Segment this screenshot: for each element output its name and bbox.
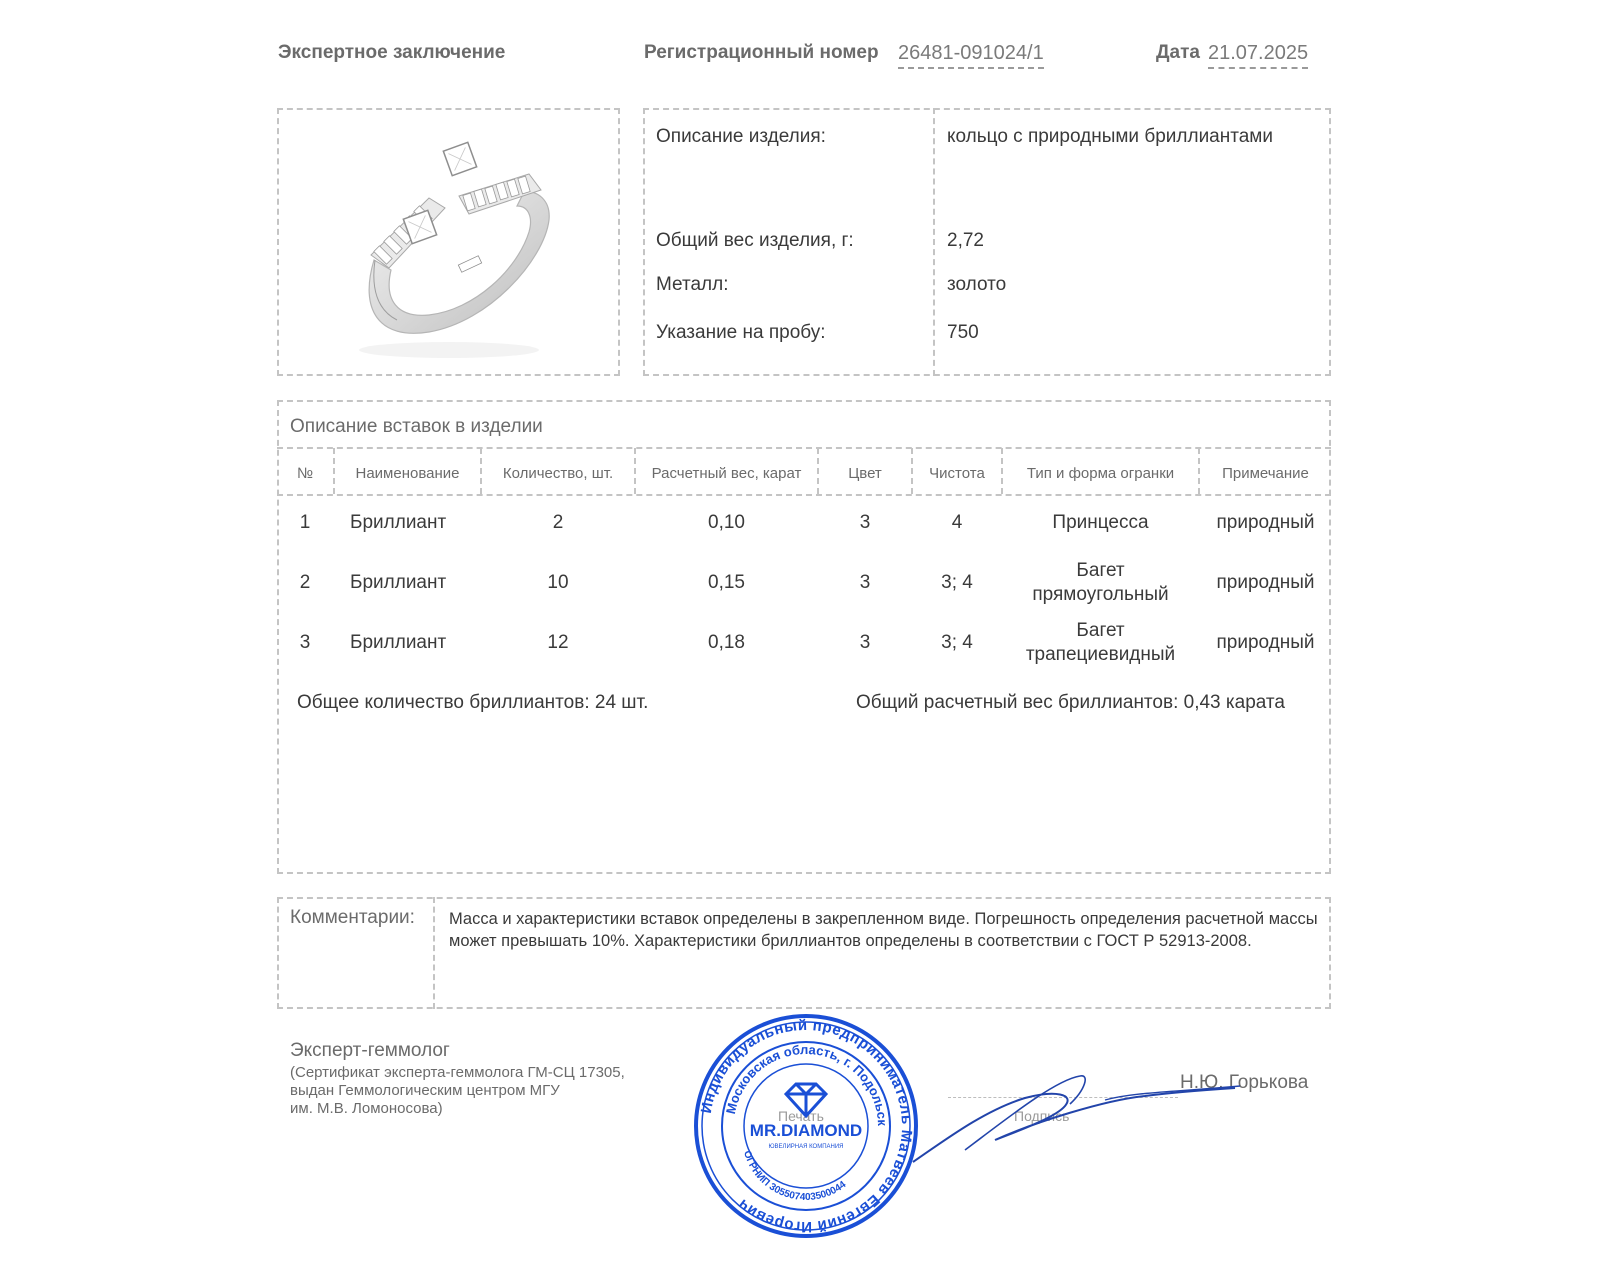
col-header-name: Наименование	[355, 465, 460, 482]
handwritten-signature	[905, 1070, 1250, 1170]
col-header-cut: Тип и форма огранки	[1026, 465, 1175, 482]
diamond-icon	[786, 1084, 826, 1116]
cell-name: Бриллиант	[350, 632, 447, 653]
certificate-line: им. М.В. Ломоносова)	[290, 1100, 443, 1117]
total-weight: Общий расчетный вес бриллиантов: 0,43 карата	[856, 692, 1285, 713]
table-header-top-line	[277, 447, 1331, 449]
cell-number: 2	[299, 572, 311, 593]
cell-weight: 0,15	[708, 572, 745, 593]
col-header-weight: Расчетный вес, карат	[651, 465, 802, 482]
cell-cut: Принцесса	[1052, 512, 1149, 533]
item-info-divider	[933, 108, 935, 376]
cell-quantity: 12	[547, 632, 569, 653]
cell-clarity: 3; 4	[941, 632, 973, 653]
cell-cut-line2: трапециевидный	[1025, 644, 1176, 665]
date-value: 21.07.2025	[1208, 42, 1308, 69]
cell-clarity: 3; 4	[941, 572, 973, 593]
cell-name: Бриллиант	[350, 512, 447, 533]
col-header-color: Цвет	[848, 465, 882, 482]
cell-note: природный	[1216, 512, 1315, 533]
cell-note: природный	[1216, 632, 1315, 653]
cell-quantity: 2	[552, 512, 564, 533]
table-header-bottom-line	[277, 494, 1331, 496]
cell-color: 3	[859, 512, 871, 533]
col-header-note: Примечание	[1222, 465, 1309, 482]
comments-divider	[433, 897, 435, 1009]
item-hallmark-label: Указание на пробу:	[656, 322, 826, 343]
col-header-quantity: Количество, шт.	[502, 465, 614, 482]
cell-color: 3	[859, 632, 871, 653]
cell-quantity: 10	[547, 572, 569, 593]
signature-caption: Подпись	[1014, 1108, 1070, 1124]
expert-certificate	[290, 1064, 670, 1118]
item-metal-value: золото	[947, 274, 1007, 295]
item-metal-label: Металл:	[656, 274, 729, 295]
cell-number: 1	[299, 512, 311, 533]
reg-number-label: Регистрационный номер	[644, 42, 879, 63]
cell-name: Бриллиант	[350, 572, 447, 593]
certificate-line: (Сертификат эксперта-геммолога ГМ-СЦ 17305,	[290, 1064, 625, 1081]
item-hallmark-value: 750	[947, 322, 979, 343]
product-image-box	[277, 108, 620, 376]
cell-weight: 0,10	[708, 512, 745, 533]
document-title: Экспертное заключение	[278, 42, 506, 63]
company-stamp	[692, 1012, 920, 1240]
stamp-caption: Печать	[778, 1108, 824, 1124]
cell-cut-line2: прямоугольный	[1032, 584, 1169, 605]
stamp-inner-text: Московская область, г. Подольск	[722, 1041, 891, 1127]
item-weight-label: Общий вес изделия, г:	[656, 230, 854, 251]
cell-note: природный	[1216, 572, 1315, 593]
certificate-line: выдан Геммологическим центром МГУ	[290, 1082, 560, 1099]
reg-number-value: 26481-091024/1	[898, 42, 1044, 69]
cell-cut-line1: Багет	[1076, 620, 1125, 641]
item-description-value: кольцо с природными бриллиантами	[947, 126, 1273, 147]
col-header-number: №	[296, 465, 314, 482]
item-weight-value: 2,72	[947, 230, 984, 251]
stamp-subbrand: ЮВЕЛИРНАЯ КОМПАНИЯ	[768, 1144, 844, 1150]
cell-clarity: 4	[951, 512, 963, 533]
date-label: Дата	[1156, 42, 1200, 63]
cell-weight: 0,18	[708, 632, 745, 653]
stamp-outer-text: Индивидуальный предприниматель Матвеев Евгений Игоревич	[697, 1016, 916, 1236]
cell-color: 3	[859, 572, 871, 593]
col-header-clarity: Чистота	[929, 465, 985, 482]
comments-label: Комментарии:	[290, 907, 415, 928]
comments-text: Масса и характеристики вставок определены в закрепленном виде. Погрешность определения расчетной массы может превышать 10%. Характеристики бриллиантов определены в соответствии с ГОСТ Р 52913-2008.	[449, 910, 1318, 950]
total-count: Общее количество бриллиантов: 24 шт.	[297, 692, 649, 713]
stamp-brand: MR.DIAMOND	[749, 1121, 863, 1140]
stamp-ogrnip: ОГРНИП 305507403500044	[741, 1149, 849, 1204]
item-description-label: Описание изделия:	[656, 126, 826, 147]
expert-name: Н.Ю. Горькова	[1180, 1072, 1309, 1093]
expert-title: Эксперт-геммолог	[290, 1040, 450, 1061]
cell-number: 3	[299, 632, 311, 653]
cell-cut-line1: Багет	[1076, 560, 1125, 581]
inserts-title: Описание вставок в изделии	[290, 416, 543, 437]
ring-image	[279, 110, 618, 374]
